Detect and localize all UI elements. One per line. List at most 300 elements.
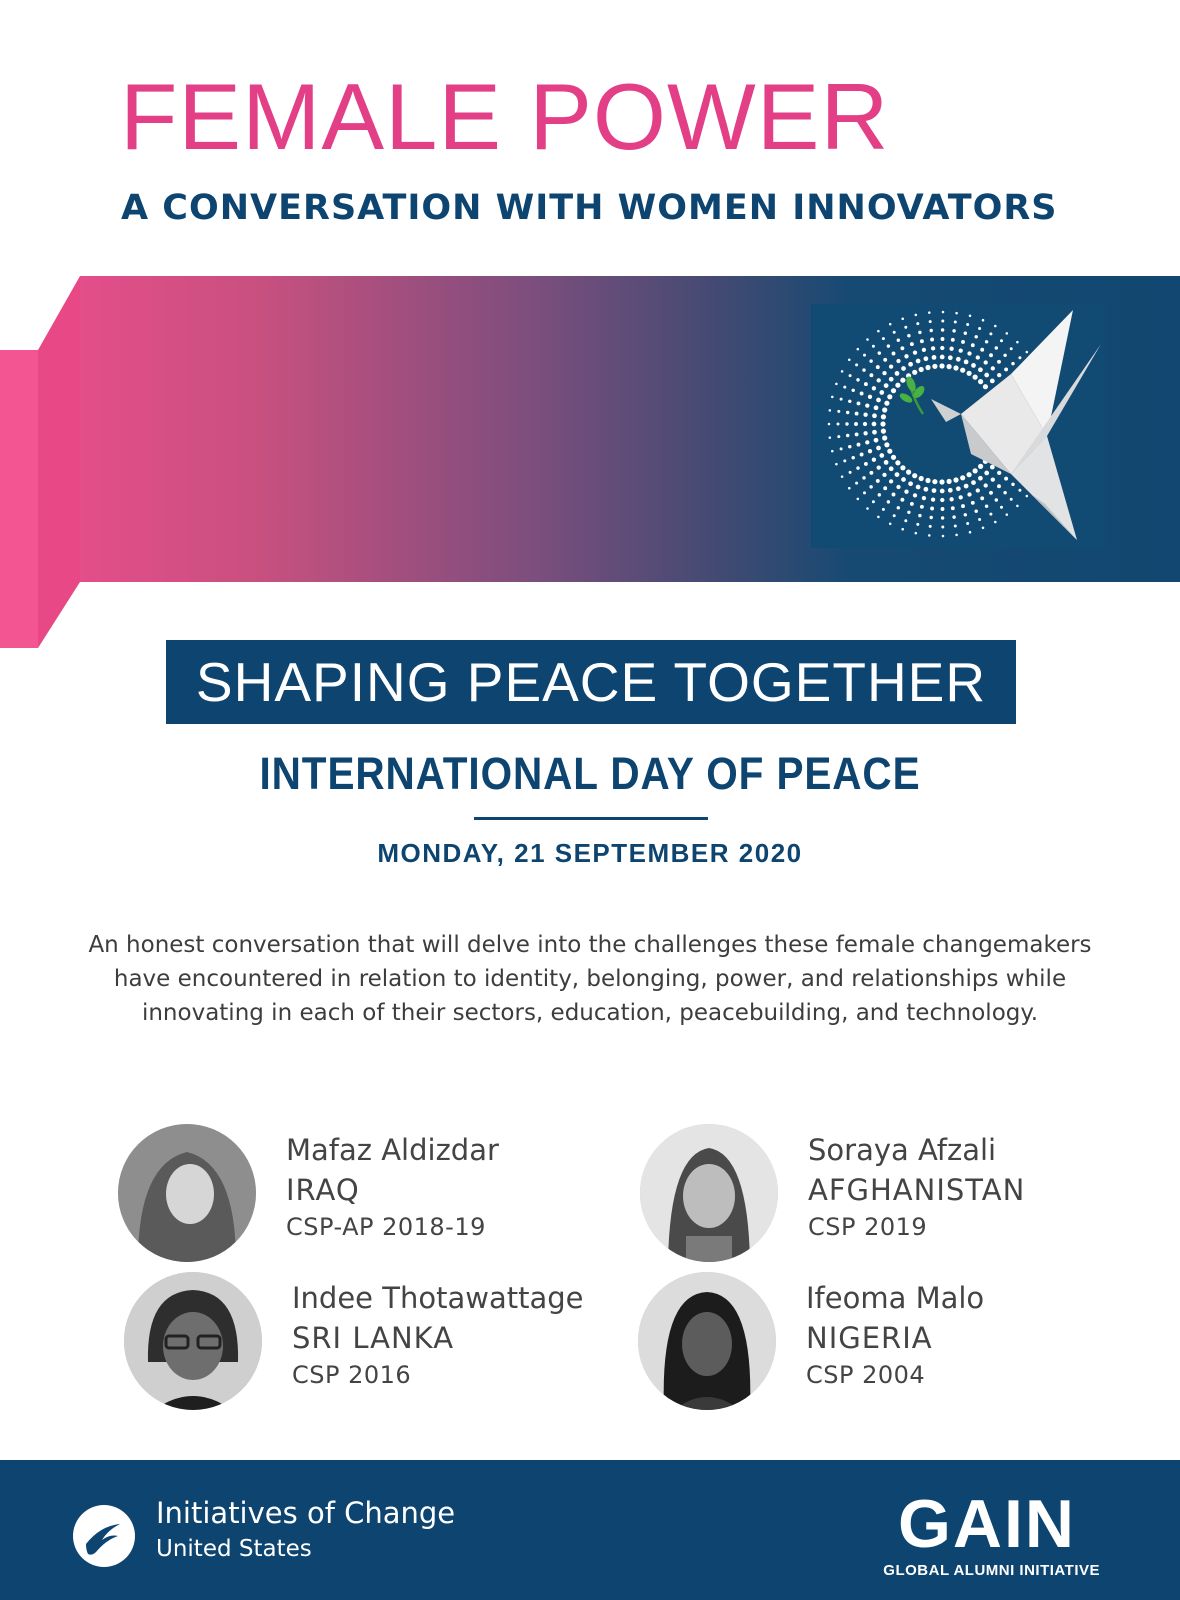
divider [474,817,708,820]
decorative-dot [916,485,921,490]
decorative-dot [1003,491,1006,494]
decorative-dot [887,394,892,399]
decorative-dot [876,446,881,451]
decorative-dot [848,359,851,362]
decorative-dot [889,364,893,368]
decorative-dot [980,496,984,500]
decorative-dot [941,526,944,529]
decorative-dot [837,435,840,438]
decorative-dot [941,328,944,331]
decorative-dot [997,360,1001,364]
decorative-dot [967,351,971,355]
decorative-dot [884,460,889,465]
decorative-dot [984,471,989,476]
decorative-dot [985,504,988,507]
decorative-dot [940,355,945,360]
decorative-dot [964,360,969,365]
decorative-dot [896,359,900,363]
decorative-dot [991,477,995,481]
decorative-dot [953,477,958,482]
decorative-dot [997,471,1001,475]
decorative-dot [877,330,880,333]
event-date: MONDAY, 21 SEPTEMBER 2020 [377,838,803,868]
footer [0,1460,1180,1600]
decorative-dot [860,453,864,457]
speaker-country: AFGHANISTAN [808,1173,1026,1207]
speaker-country: NIGERIA [806,1321,933,1355]
decorative-dot [919,476,924,481]
decorative-dot [941,516,944,519]
decorative-dot [961,340,965,344]
decorative-dot [857,401,861,405]
decorative-dot [882,473,886,477]
decorative-dot [828,423,831,426]
decorative-dot [941,337,945,341]
decorative-dot [916,322,919,325]
decorative-dot [872,458,876,462]
decorative-dot [991,366,995,370]
decorative-dot [964,331,967,334]
decorative-dot [848,487,851,490]
decorative-dot [978,464,983,469]
decorative-dot [956,486,961,491]
decorative-dot [893,514,896,517]
decorative-dot [879,453,884,458]
decorative-dot [889,377,894,382]
decorative-dot [874,438,879,443]
page-subtitle: A CONVERSATION WITH WOMEN INNOVATORS [121,188,1058,228]
decorative-dot [980,348,984,352]
decorative-dot [920,505,924,509]
decorative-dot [997,484,1001,488]
decorative-dot [910,502,914,506]
decorative-dot [887,449,892,454]
decorative-dot [860,392,864,396]
decorative-dot [882,435,887,440]
decorative-dot [1018,489,1021,492]
decorative-dot [925,478,930,483]
decorative-dot [940,346,944,350]
decorative-dot [831,450,834,453]
decorative-dot [969,531,972,534]
decorative-dot [864,462,868,466]
event-description: An honest conversation that will delve into the challenges these female changemakers have encountered in relation to identity, belonging, power, and relationships while innovating in each of their sectors, education, peacebuilding, and technology. [88,932,1092,1026]
decorative-dot [912,473,917,478]
decorative-dot [967,492,971,496]
decorative-dot [846,434,849,437]
decorative-dot [985,340,988,343]
decorative-dot [928,534,931,537]
speaker-card [638,1272,1158,1412]
decorative-dot [955,534,958,537]
decorative-dot [878,351,881,354]
decorative-dot [1026,351,1029,354]
decorative-dot [880,421,885,426]
decorative-dot [856,378,859,381]
dove-panel [811,304,1105,548]
decorative-dot [854,422,858,426]
decorative-dot [967,472,972,477]
decorative-dot [989,513,992,516]
decorative-dot [931,497,935,501]
decorative-dot [892,493,896,497]
decorative-dot [952,515,955,518]
decorative-dot [891,455,896,460]
decorative-dot [874,405,879,410]
decorative-dot [939,363,944,368]
decorative-dot [857,498,860,501]
decorative-dot [829,436,832,439]
decorative-dot [931,346,935,350]
decorative-dot [897,506,900,509]
decorative-dot [929,329,932,332]
decorative-dot [863,354,866,357]
ribbon-fold-decoration [0,276,120,660]
decorative-dot [882,407,887,412]
decorative-dot [922,496,926,500]
decorative-dot [949,497,953,501]
decorative-dot [969,315,972,318]
decorative-dot [863,431,867,435]
decorative-dot [872,413,877,418]
decorative-dot [964,484,969,489]
decorative-dot [942,535,945,538]
decorative-dot [918,331,921,334]
decorative-dot [877,378,881,382]
decorative-dot [895,371,900,376]
decorative-dot [925,365,930,370]
decorative-dot [941,320,944,323]
decorative-dot [872,422,877,427]
initiatives-of-change-logo [72,1504,136,1568]
decorative-dot [1004,477,1008,481]
decorative-dot [907,334,910,337]
decorative-dot [906,470,911,475]
decorative-dot [829,409,832,412]
decorative-dot [883,358,887,362]
decorative-dot [901,477,906,482]
decorative-dot [929,320,932,323]
decorative-dot [978,379,983,384]
decorative-dot [1000,506,1003,509]
decorative-dot [947,479,952,484]
decorative-dot [922,348,926,352]
decorative-dot [982,527,985,530]
decorative-dot [843,386,846,389]
decorative-dot [976,488,980,492]
decorative-dot [967,371,972,376]
decorative-dot [904,354,908,358]
decorative-dot [974,335,977,338]
decorative-dot [881,429,886,434]
decorative-dot [877,516,880,519]
decorative-dot [1000,339,1003,342]
decorative-dot [976,355,980,359]
page-title: FEMALE POWER [120,64,890,169]
theme-title: SHAPING PEACE TOGETHER [195,651,987,713]
decorative-dot [855,363,858,366]
decorative-dot [892,352,896,356]
speaker-name: Indee Thotawattage [292,1281,584,1315]
decorative-dot [924,356,929,361]
decorative-dot [971,501,975,505]
decorative-dot [872,500,875,503]
decorative-dot [851,456,854,459]
decorative-dot [876,479,880,483]
decorative-dot [1004,367,1008,371]
decorative-dot [928,311,931,314]
decorative-dot [896,485,900,489]
decorative-dot [930,338,934,342]
decorative-dot [849,374,852,377]
decorative-dot [966,323,969,326]
decorative-dot [865,440,869,444]
decorative-dot [916,523,919,526]
partner-logo: GAIN [898,1486,1076,1562]
decorative-dot [984,373,989,378]
decorative-dot [932,479,937,484]
decorative-dot [989,353,993,357]
decorative-dot [901,318,904,321]
decorative-dot [877,465,881,469]
decorative-dot [878,493,881,496]
decorative-dot [856,466,859,469]
decorative-dot [932,355,937,360]
decorative-dot [904,326,907,329]
decorative-dot [889,523,892,526]
occasion-title: INTERNATIONAL DAY OF PEACE [259,748,921,799]
theme-banner [166,640,1016,724]
decorative-dot [864,382,868,386]
decorative-dot [908,362,913,367]
decorative-dot [855,432,859,436]
decorative-dot [959,348,963,352]
decorative-dot [990,379,995,384]
decorative-dot [884,383,889,388]
decorative-dot [959,495,963,499]
decorative-dot [835,383,838,386]
decorative-dot [900,346,904,350]
decorative-dot [848,400,851,403]
decorative-dot [900,378,905,383]
decorative-dot [971,480,976,485]
decorative-dot [881,414,886,419]
decorative-dot [884,442,889,447]
decorative-dot [929,516,932,519]
decorative-dot [930,507,934,511]
decorative-dot [887,500,890,503]
decorative-dot [941,507,945,511]
decorative-dot [866,507,869,510]
decorative-dot [893,331,896,334]
decorative-dot [865,403,869,407]
decorative-dot [889,466,894,471]
decorative-dot [901,366,906,371]
decorative-dot [961,504,965,508]
decorative-dot [843,459,846,462]
speaker-country: SRI LANKA [292,1321,455,1355]
decorative-dot [866,338,869,341]
decorative-dot [947,364,952,369]
decorative-dot [901,528,904,531]
decorative-dot [960,368,965,373]
decorative-dot [849,471,852,474]
decorative-dot [942,311,945,314]
org-subtitle: United States [156,1536,312,1562]
speaker-name: Soraya Afzali [808,1133,997,1167]
decorative-dot [984,360,988,364]
decorative-dot [994,325,997,328]
avatar [638,1272,776,1410]
decorative-dot [1003,354,1006,357]
decorative-dot [960,475,965,480]
decorative-dot [889,479,893,483]
decorative-dot [916,359,921,364]
decorative-dot [895,460,900,465]
decorative-dot [910,342,914,346]
decorative-dot [876,365,880,369]
decorative-dot [895,383,900,388]
decorative-dot [984,483,988,487]
decorative-dot [964,513,967,516]
decorative-dot [882,337,885,340]
decorative-dot [891,388,896,393]
decorative-dot [1016,341,1019,344]
decorative-dot [872,345,875,348]
decorative-dot [913,350,917,354]
decorative-dot [868,395,872,399]
decorative-dot [940,498,944,502]
speaker-card [118,1124,638,1264]
decorative-dot [973,468,978,473]
decorative-dot [951,506,955,510]
decorative-dot [882,371,886,375]
decorative-dot [929,525,932,528]
decorative-dot [932,488,937,493]
decorative-dot [837,410,840,413]
decorative-dot [978,476,983,481]
decorative-dot [887,344,890,347]
decorative-dot [855,482,858,485]
decorative-dot [949,347,953,351]
decorative-dot [872,430,877,435]
speaker-name: Mafaz Aldizdar [286,1133,499,1167]
decorative-dot [989,332,992,335]
decorative-dot [857,443,861,447]
decorative-dot [918,514,921,517]
decorative-dot [939,479,944,484]
decorative-dot [900,465,905,470]
decorative-dot [997,373,1001,377]
decorative-dot [982,319,985,322]
decorative-dot [1016,505,1019,508]
decorative-dot [845,422,848,425]
decorative-dot [846,411,849,414]
decorative-dot [872,386,876,390]
decorative-dot [862,476,865,479]
decorative-dot [1026,495,1029,498]
decorative-dot [978,367,983,372]
decorative-dot [848,445,851,448]
speaker-cohort: CSP 2004 [806,1361,926,1389]
decorative-dot [971,343,975,347]
decorative-dot [1006,332,1009,335]
speaker-card [124,1272,644,1412]
decorative-dot [953,365,958,370]
decorative-dot [994,521,997,524]
decorative-dot [897,338,900,341]
decorative-dot [954,525,957,528]
decorative-dot [948,355,953,360]
decorative-dot [863,491,866,494]
decorative-dot [862,368,865,371]
avatar [118,1124,256,1262]
decorative-dot [831,396,834,399]
decorative-dot [837,423,840,426]
decorative-dot [855,412,859,416]
decorative-dot [919,367,924,372]
decorative-dot [1010,498,1013,501]
decorative-dot [974,509,977,512]
decorative-dot [857,348,860,351]
decorative-dot [876,398,881,403]
decorative-dot [915,532,918,535]
decorative-dot [915,314,918,317]
decorative-dot [1018,356,1021,359]
decorative-dot [889,323,892,326]
decorative-dot [1006,513,1009,516]
decorative-dot [952,329,955,332]
decorative-dot [978,327,981,330]
decorative-dot [879,390,884,395]
decorative-dot [869,359,872,362]
decorative-dot [841,475,844,478]
decorative-dot [869,471,873,475]
decorative-dot [882,508,885,511]
speaker-cohort: CSP 2019 [808,1213,928,1241]
decorative-dot [924,487,929,492]
speaker-cohort: CSP-AP 2018-19 [286,1213,486,1241]
decorative-dot [1011,362,1014,365]
speaker-name: Ifeoma Malo [806,1281,985,1315]
decorative-dot [989,491,993,495]
decorative-dot [863,413,867,417]
decorative-dot [840,447,843,450]
decorative-dot [940,489,945,494]
decorative-dot [908,481,913,486]
peace-dove-icon [811,304,1105,548]
decorative-dot [895,472,900,477]
decorative-dot [983,384,988,389]
decorative-dot [835,463,838,466]
org-name: Initiatives of Change [156,1496,456,1530]
decorative-dot [900,498,904,502]
decorative-dot [995,346,998,349]
partner-subtitle: GLOBAL ALUMNI INITIATIVE [883,1562,1100,1579]
avatar [124,1272,262,1410]
decorative-dot [904,519,907,522]
decorative-dot [913,493,917,497]
decorative-dot [863,422,867,426]
decorative-dot [954,321,957,324]
decorative-dot [841,370,844,373]
decorative-dot [904,490,908,494]
decorative-dot [883,486,887,490]
speaker-card [640,1124,1160,1264]
speaker-cohort: CSP 2016 [292,1361,412,1389]
decorative-dot [868,449,872,453]
decorative-dot [951,338,955,342]
